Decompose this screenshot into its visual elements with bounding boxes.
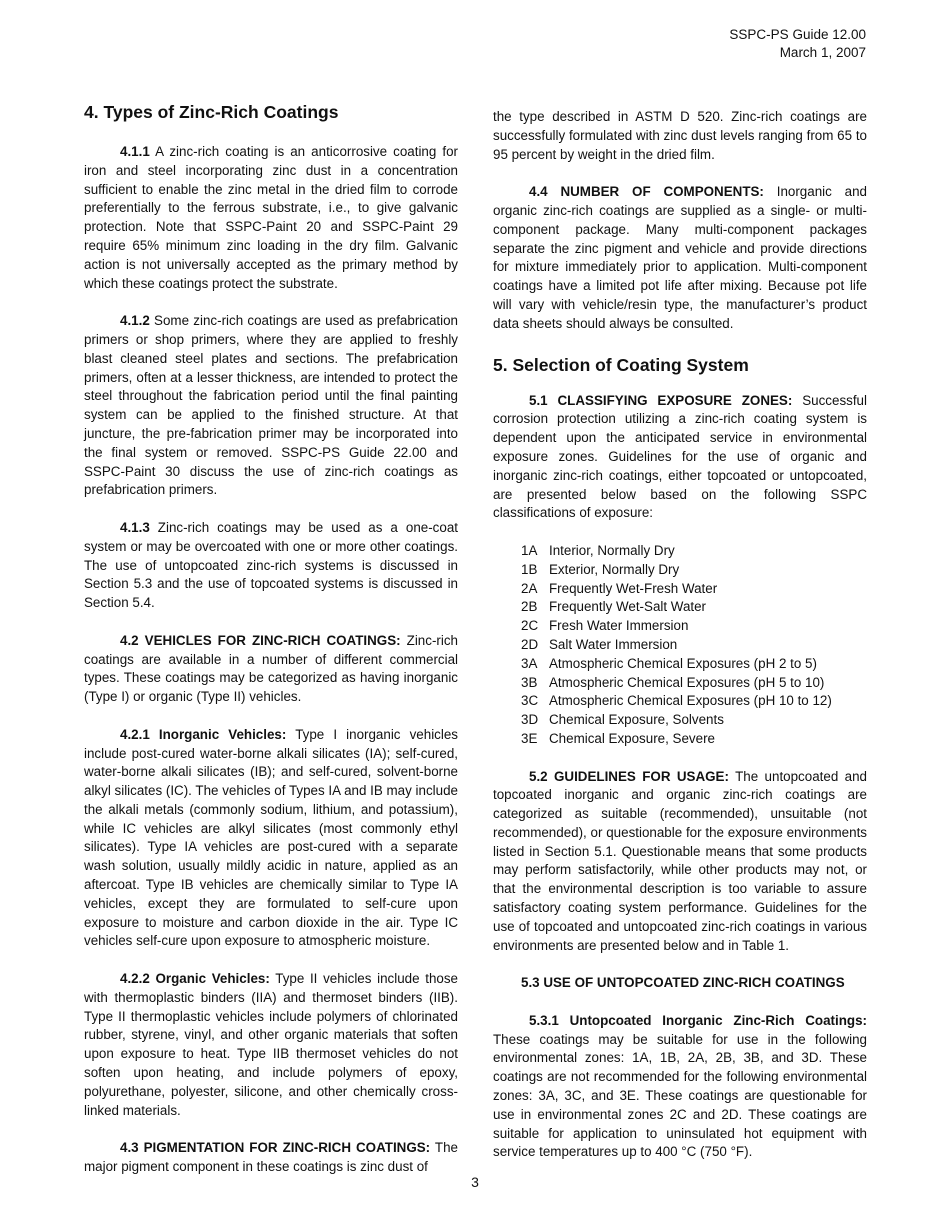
document-date: March 1, 2007 xyxy=(779,45,866,60)
paragraph-text: Zinc-rich coatings are available in a number of different commercial types. These coatings may be categorized as having inorganic (Type I) or organic (Type II) vehicles. xyxy=(84,632,458,705)
paragraph-text: A zinc-rich coating is an anticorrosive coating for iron and steel incorporating zinc dust in a concentration sufficient to enable the zinc metal in the dried film to corrode preferentially to the ferrous substrate, i.e., to give galvanic protection. Note that SSPC-Paint 20 and SSPC-Paint 29 require 65% minimum zinc loading in the dry film. Galvanic action is not universally accepted as the primary method by which these coatings protect the substrate. xyxy=(84,144,458,291)
list-item xyxy=(521,692,867,711)
paragraph-4-2-2 xyxy=(84,970,458,1120)
exposure-list xyxy=(493,542,867,749)
list-item xyxy=(521,674,867,693)
paragraph-text: The untopcoated and topcoated inorganic and organic zinc-rich coatings are categorized as suitable (recommended), unsuitable (not recommended), or questionable for the exposure environments listed in Section 5.1. Questionable means that some products may perform satisfactorily, while other products may not, or that the environmental description is too variable to assure satisfactory coating system performance. Guidelines for the use of topcoated and untopcoated zinc-rich coatings in various environments are presented below and in Table 1. xyxy=(493,768,867,953)
paragraph-5-3-1 xyxy=(493,1012,867,1162)
paragraph-lead: 4.1.2 xyxy=(120,313,150,329)
list-item xyxy=(521,598,867,617)
list-item xyxy=(521,636,867,655)
exposure-label: Exterior, Normally Dry xyxy=(549,561,680,577)
paragraph-4-2-1 xyxy=(84,726,458,952)
exposure-code: 3E xyxy=(521,730,538,746)
paragraph-lead: 4.2.2 Organic Vehicles: xyxy=(120,971,270,987)
exposure-label: Frequently Wet-Salt Water xyxy=(549,599,707,615)
subsection-5-3-heading: 5.3 USE OF UNTOPCOATED ZINC-RICH COATINGS xyxy=(521,975,845,991)
paragraph-4-1-1 xyxy=(84,143,458,293)
paragraph-text: Some zinc-rich coatings are used as prefabrication primers or shop primers, where they are applied to freshly blast cleaned steel plates and sections. The prefabrication primers, often at a lesser thickness, are intended to protect the steel throughout the fabrication period until the final painting system can be applied to the finished structure. At that juncture, the pre-fabrication primer may be incorporated into the final system or removed. SSPC-PS Guide 22.00 and SSPC-Paint 30 discuss the use of zinc-rich coatings as prefabrication primers. xyxy=(84,313,458,498)
exposure-label: Frequently Wet-Fresh Water xyxy=(549,580,718,596)
paragraph-text: Type I inorganic vehicles include post-cured water-borne alkali silicates (IA); self-cured, water-borne alkali silicates (IB); and self-cured, solvent-borne alkyl silicates (IC). The vehicles of Types IA and IB may include the alkali metals (commonly sodium, lithium, and potassium), while IC vehicles are alkyl silicates (most commonly ethyl silicates). Type IA vehicles are post-cured with a separate wash solution, usually mildly acidic in nature, applied as an aftercoat. Type IB vehicles are chemically similar to Type IA vehicles, except they are formulated to self-cure upon exposure to moisture and carbon dioxide in the air. Type IC vehicles self-cure upon exposure to atmospheric moisture. xyxy=(84,726,458,949)
paragraph-text: Zinc-rich coatings may be used as a one-coat system or may be overcoated with one or more other coatings. The use of untopcoated zinc-rich systems is discussed in Section 5.3 and the use of topcoated systems is discussed in Section 5.4. xyxy=(84,519,458,611)
paragraph-4-3 xyxy=(84,1139,458,1177)
paragraph-lead: 5.1 CLASSIFYING EXPOSURE ZONES: xyxy=(529,392,793,408)
paragraph-4-1-2 xyxy=(84,312,458,500)
exposure-label: Chemical Exposure, Solvents xyxy=(549,712,724,728)
paragraph-5-1 xyxy=(493,392,867,524)
paragraph-lead: 4.1.1 xyxy=(120,144,150,159)
exposure-code: 2A xyxy=(521,580,538,596)
exposure-label: Atmospheric Chemical Exposures (pH 2 to 5) xyxy=(549,655,817,671)
exposure-code: 2B xyxy=(521,599,538,615)
exposure-code: 3C xyxy=(521,693,539,709)
left-column xyxy=(84,101,458,1196)
exposure-code: 2C xyxy=(521,618,539,634)
paragraph-text: Type II vehicles include those with thermoplastic binders (IIA) and thermoset binders (IIB). Type II thermoplastic vehicles include polymers of chlorinated rubber, styrene, vinyl, and other organic materials that soften upon exposure to heat. Type IIB thermoset vehicles do not soften upon heating, and include polymers of epoxy, polyurethane, polyester, silicone, and other chemically cross-linked materials. xyxy=(84,971,458,1118)
section-5-heading: 5. Selection of Coating System xyxy=(493,354,749,375)
list-item xyxy=(521,617,867,636)
exposure-code: 3D xyxy=(521,712,539,728)
exposure-label: Atmospheric Chemical Exposures (pH 5 to 10) xyxy=(549,674,825,690)
exposure-code: 1B xyxy=(521,561,538,577)
paragraph-5-2 xyxy=(493,768,867,956)
right-column xyxy=(493,108,867,1181)
exposure-label: Salt Water Immersion xyxy=(549,636,678,652)
exposure-label: Interior, Normally Dry xyxy=(549,542,675,558)
page-header xyxy=(729,26,866,62)
page-number: 3 xyxy=(471,1174,479,1190)
paragraph-lead: 4.2 VEHICLES FOR ZINC-RICH COATINGS: xyxy=(120,632,401,648)
exposure-code: 3A xyxy=(521,655,538,671)
paragraph-4-3-continued: the type described in ASTM D 520. Zinc-rich coatings are successfully formulated with zinc dust levels ranging from 65 to 95 percent by weight in the dried film. xyxy=(493,109,867,162)
paragraph-lead: 4.1.3 xyxy=(120,519,150,535)
paragraph-lead: 5.3.1 Untopcoated Inorganic Zinc-Rich Coatings: xyxy=(529,1012,867,1028)
paragraph-lead: 4.4 NUMBER OF COMPONENTS: xyxy=(529,184,764,200)
paragraph-lead: 4.2.1 Inorganic Vehicles: xyxy=(120,726,287,742)
exposure-code: 2D xyxy=(521,636,539,652)
paragraph-text: The major pigment component in these coatings is zinc dust of xyxy=(84,1140,458,1175)
list-item xyxy=(521,711,867,730)
paragraph-text: Successful corrosion protection utilizing a zinc-rich coating system is dependent upon the anticipated service in environmental exposure zones. Guidelines for the use of organic and inorganic zinc-rich coatings, either topcoated or untopcoated, are presented below based on the following SSPC classifications of exposure: xyxy=(493,392,867,521)
paragraph-4-1-3 xyxy=(84,519,458,613)
list-item xyxy=(521,561,867,580)
section-4-heading: 4. Types of Zinc-Rich Coatings xyxy=(84,102,339,122)
exposure-code: 3B xyxy=(521,674,538,690)
paragraph-lead: 5.2 GUIDELINES FOR USAGE: xyxy=(529,768,729,784)
paragraph-lead: 4.3 PIGMENTATION FOR ZINC-RICH COATINGS: xyxy=(120,1140,431,1156)
paragraph-text: These coatings may be suitable for use in the following environmental zones: 1A, 1B, 2A, 2B, 3B, and 3D. These coatings are not recommended for the following environmental zones: 3A, 3C, and 3E. These coatings are questionable for use in environmental zones 2C and 2D. These coatings are suitable for application to uninsulated hot equipment with service temperatures up to 400 °C (750 °F). xyxy=(493,1031,867,1160)
list-item xyxy=(521,580,867,599)
paragraph-4-2 xyxy=(84,632,458,707)
list-item xyxy=(521,655,867,674)
list-item xyxy=(521,730,867,749)
paragraph-4-4 xyxy=(493,183,867,333)
exposure-label: Fresh Water Immersion xyxy=(549,618,689,634)
paragraph-text: Inorganic and organic zinc-rich coatings are supplied as a single- or multi-component package. Many multi-component packages separate the zinc pigment and vehicle and provide directions for mixture immediately prior to application. Multi-component coatings have a limited pot life after mixing. Because pot life will vary with vehicle/resin type, the manufacturer’s product data sheets should always be consulted. xyxy=(493,184,867,331)
list-item xyxy=(521,542,867,561)
document-id: SSPC-PS Guide 12.00 xyxy=(729,27,866,42)
exposure-code: 1A xyxy=(521,542,538,558)
exposure-label: Atmospheric Chemical Exposures (pH 10 to 12) xyxy=(549,693,832,709)
exposure-label: Chemical Exposure, Severe xyxy=(549,730,715,746)
